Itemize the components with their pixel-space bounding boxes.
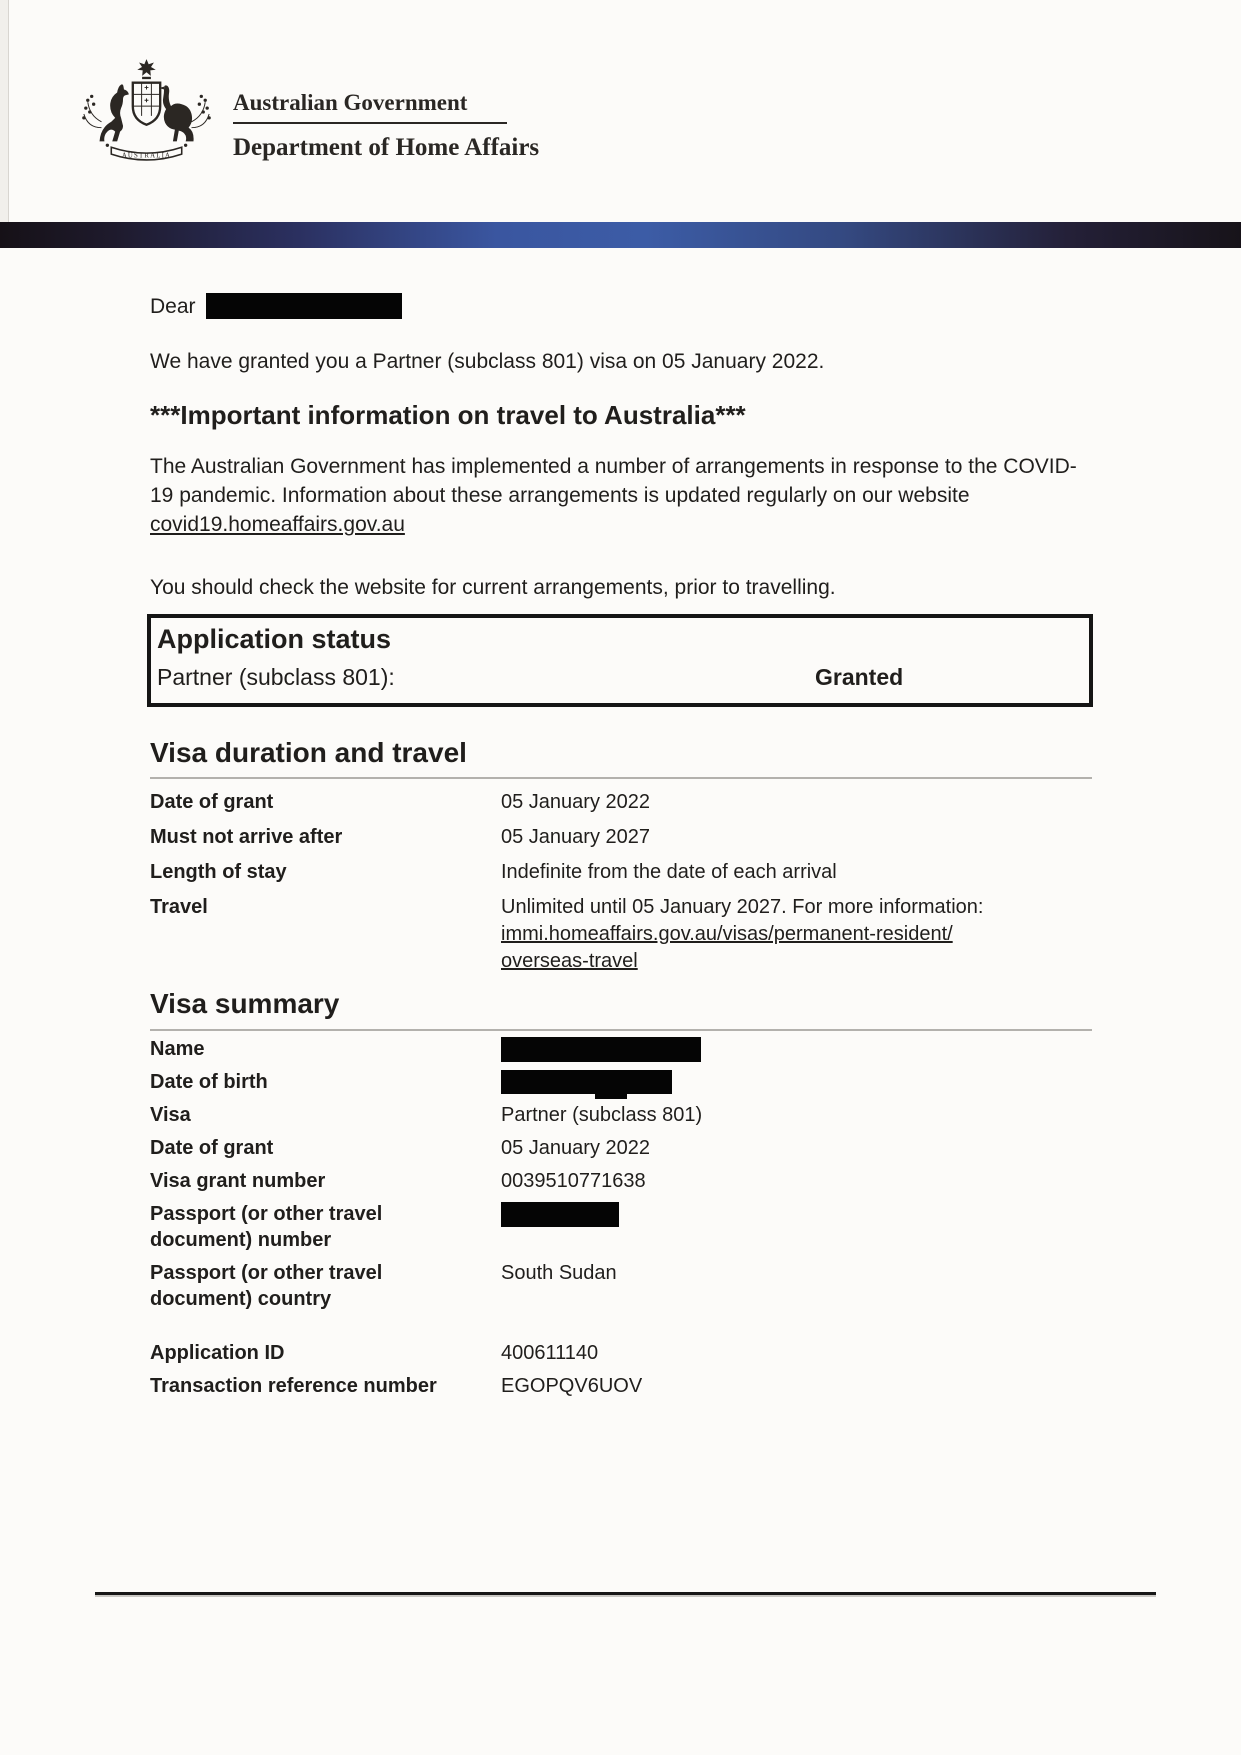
department-name: Department of Home Affairs [233,134,540,161]
covid-paragraph [150,452,1090,539]
table-row [150,824,1093,851]
important-info-heading: ***Important information on travel to Australia*** [150,400,746,430]
row-label: Travel [150,896,208,918]
row-label: Name [150,1038,205,1060]
row-value: 05 January 2027 [501,826,651,848]
section-rule [150,777,1092,779]
table-row [150,1260,1093,1312]
application-status-box [147,614,1093,707]
row-value: 400611140 [501,1342,599,1364]
status-granted-value: Granted [815,664,904,690]
redacted-recipient-name [206,293,402,319]
travel-info-text: Unlimited until 05 January 2027. For more information: [501,896,984,918]
table-row [150,1036,1093,1062]
arms-banner-text: AUSTRALIA [121,152,172,160]
row-value: 0039510771638 [501,1170,646,1192]
redacted-dob-value [501,1070,672,1094]
table-row [150,894,1093,975]
redacted-name-value [501,1037,701,1062]
row-label: Application ID [150,1342,285,1364]
row-value: South Sudan [501,1262,617,1284]
status-visa-label: Partner (subclass 801): [157,664,395,690]
row-value: EGOPQV6UOV [501,1375,643,1397]
visa-summary-heading: Visa summary [150,988,340,1019]
coat-of-arms-icon [78,56,215,170]
application-status-row [157,662,1089,692]
salutation-line [150,292,402,321]
table-row [150,1168,1093,1194]
table-row [150,1135,1093,1161]
table-row [150,1373,1093,1399]
table-row [150,1340,1093,1366]
salutation-text: Dear [150,295,196,318]
row-label: Date of grant [150,1137,274,1159]
covid-paragraph-text: The Australian Government has implemented a number of arrangements in response to the COVID-19 pandemic. Information about these arrangements is updated regularly on our website [150,455,1077,507]
emu-silhouette [159,85,194,141]
table-row [150,859,1093,886]
visa-duration-heading: Visa duration and travel [150,737,467,768]
table-row [150,1201,1093,1253]
kangaroo-silhouette [100,84,129,141]
row-label: Must not arrive after [150,826,343,848]
check-website-line: You should check the website for current arrangements, prior to travelling. [150,576,836,599]
visa-summary-table [150,1036,1093,1406]
row-value [501,1201,1093,1227]
row-label: Date of birth [150,1071,268,1093]
row-value: 05 January 2022 [501,791,651,813]
row-value [501,894,1093,975]
row-label: Passport (or other travel document) number [150,1203,383,1251]
row-value: Indefinite from the date of each arrival [501,861,837,883]
header-gradient-band [0,222,1241,248]
visa-duration-table [150,789,1093,983]
footer-rule [95,1592,1156,1595]
row-label: Date of grant [150,791,274,813]
table-row [150,789,1093,816]
row-value [501,1069,1093,1095]
row-value: 05 January 2022 [501,1137,651,1159]
row-label: Length of stay [150,861,287,883]
header-divider [233,122,507,124]
row-label: Visa [150,1104,191,1126]
table-row [150,1102,1093,1128]
row-label: Passport (or other travel document) country [150,1262,383,1310]
grant-intro-line: We have granted you a Partner (subclass 801) visa on 05 January 2022. [150,350,825,373]
row-label: Visa grant number [150,1170,326,1192]
table-row [150,1069,1093,1095]
row-label: Transaction reference number [150,1375,437,1397]
covid-website-link[interactable]: covid19.homeaffairs.gov.au [150,513,405,536]
row-value [501,1036,1093,1062]
application-status-title: Application status [157,624,392,654]
row-value: Partner (subclass 801) [501,1104,703,1126]
page-edge-strip [0,0,9,222]
travel-info-link[interactable]: immi.homeaffairs.gov.au/visas/permanent-resident/ overseas-travel [501,923,953,972]
government-name: Australian Government [233,90,468,115]
redacted-passport-number [501,1202,619,1227]
section-rule [150,1029,1092,1031]
